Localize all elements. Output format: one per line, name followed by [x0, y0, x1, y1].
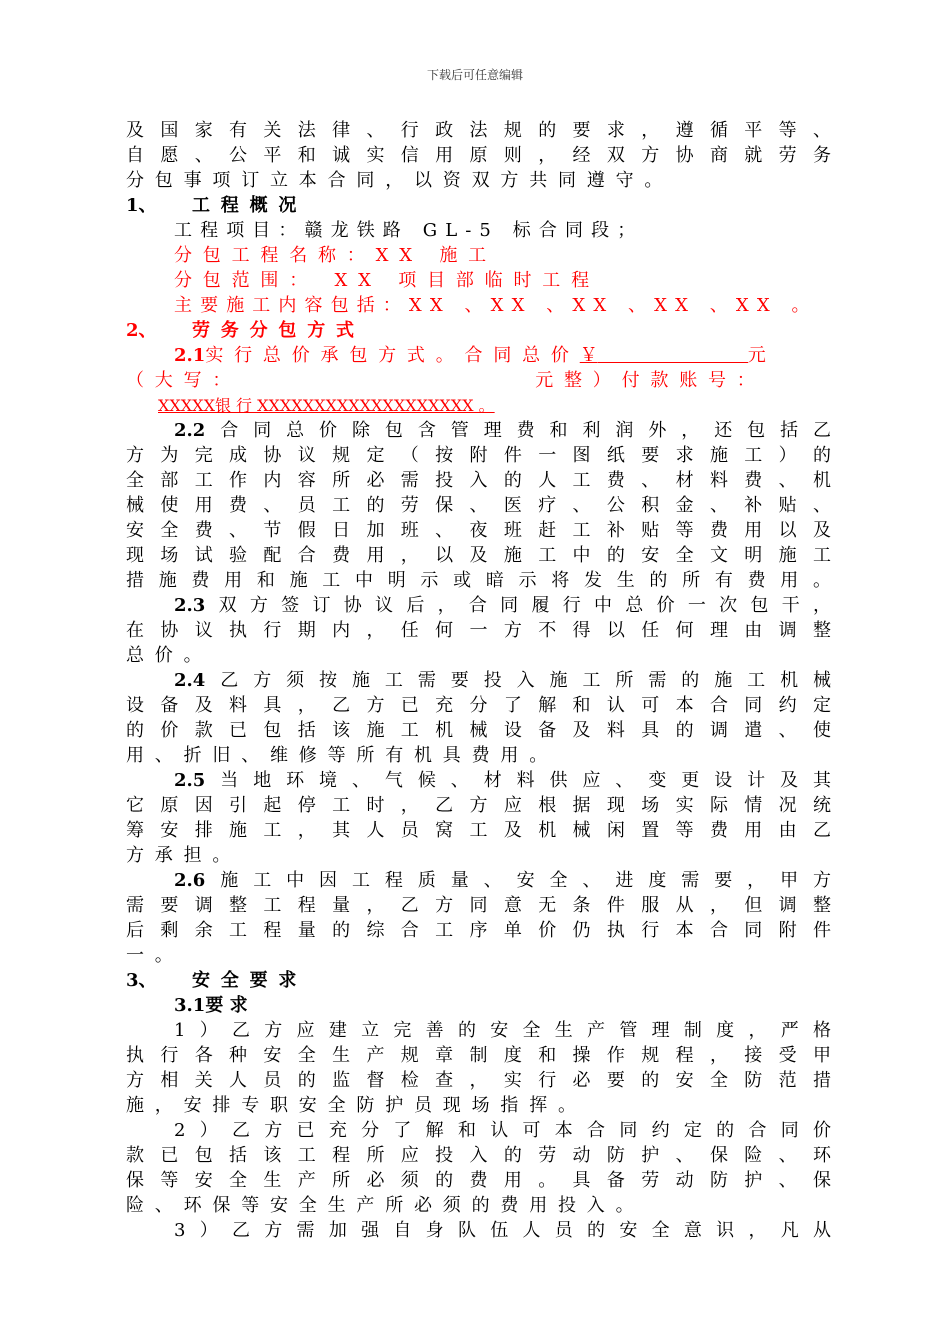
safety-item-1-line: 1）乙方应建立完善的安全生产管理制度，严格 — [174, 1020, 831, 1041]
safety-item-2-line: 2）乙方已充分了解和认可本合同约定的合同价 — [174, 1120, 831, 1141]
bank-account: XXXXX银 行 XXXXXXXXXXXXXXXXXXX 。 — [158, 396, 495, 415]
safety-item-2-line: 险、环保等安全生产所必须的费用投入。 — [126, 1195, 645, 1216]
section-1-heading — [126, 193, 831, 218]
clause-2-6-line: 后剩余工程量的综合工序单价仍执行本合同附件 — [126, 920, 831, 941]
clause-2-2-line — [126, 418, 831, 443]
clause-2-5-line: 它原因引起停工时，乙方应根据现场实际情况统 — [126, 795, 831, 816]
subsection-3-1-heading — [126, 993, 831, 1018]
subsection-number: 3.1 — [174, 995, 206, 1016]
section-3-title: 安全要求 — [192, 970, 308, 991]
clause-2-1-line — [126, 343, 831, 368]
clause-text: 合同总价除包含管理费和利润外，还包括乙 — [205, 420, 831, 441]
clause-2-2-line: 现场试验配合费用，以及施工中的安全文明施工 — [126, 545, 831, 566]
clause-2-4-line: 的价款已包括该施工机械设备及料具的调遣、使 — [126, 720, 831, 741]
section-1-title: 工程概况 — [192, 195, 308, 216]
clause-text: 双方签订协议后，合同履行中总价一次包干， — [205, 595, 831, 616]
clause-2-1-line — [126, 368, 831, 393]
clause-text: 乙方须按施工需要投入施工所需的施工机械 — [205, 670, 831, 691]
subsection-title: 要 求 — [205, 995, 248, 1016]
safety-item-3-line: 3）乙方需加强自身队伍人员的安全意识，凡从 — [174, 1220, 831, 1241]
clause-2-3-line: 总价。 — [126, 645, 213, 666]
intro-line: 及国家有关法律、行政法规的要求，遵循平等、 — [126, 120, 831, 141]
clause-number: 2.3 — [174, 595, 206, 616]
project-line: 工程项目：赣龙铁路 GL-5 标合同段； — [174, 220, 644, 241]
clause-2-3-line: 在协议执行期内，任何一方不得以任何理由调整 — [126, 620, 831, 641]
section-3-heading — [126, 968, 831, 993]
account-label: 元整）付款账号： — [535, 370, 766, 391]
clause-2-5-line: 方承担。 — [126, 845, 242, 866]
clause-number: 2.5 — [174, 770, 206, 791]
safety-item-2-line: 保等安全生产所必须的费用。具备劳动防护、保 — [126, 1170, 831, 1191]
clause-text: 实行总价承包方式。合同总价 — [205, 345, 580, 366]
subcontract-scope-line: 分包范围： XX 项目部临时工程 — [174, 270, 600, 291]
safety-item-1-line: 方相关人员的监督检查，实行必要的安全防范措 — [126, 1070, 831, 1091]
main-content-line: 主要施工内容包括：XX 、XX 、XX 、XX 、XX 。 — [174, 295, 818, 316]
currency-symbol: ￥ — [579, 345, 598, 366]
clause-2-4-line: 设备及料具，乙方已充分了解和认可本合同约定 — [126, 695, 831, 716]
clause-2-2-line: 措施费用和施工中明示或暗示将发生的所有费用。 — [126, 570, 831, 591]
clause-2-2-line: 安全费、节假日加班、夜班赶工补贴等费用以及 — [126, 520, 831, 541]
clause-2-4-line — [126, 668, 831, 693]
subcontract-name-line: 分包工程名称：XX 施工 — [174, 245, 497, 266]
clause-2-6-line: 需要调整工程量，乙方同意无条件服从，但调整 — [126, 895, 831, 916]
section-3-number: 3、 — [126, 970, 157, 991]
safety-item-1-line: 施，安排专职安全防护员现场指挥。 — [126, 1095, 587, 1116]
capital-amount-label: （大写： — [126, 370, 242, 391]
clause-2-6-line — [126, 868, 831, 893]
section-2-heading — [126, 318, 831, 343]
section-2-title: 劳务分包方式 — [192, 320, 365, 341]
clause-number: 2.2 — [174, 420, 206, 441]
amount-blank — [598, 344, 748, 363]
clause-2-5-line — [126, 768, 831, 793]
clause-number: 2.4 — [174, 670, 206, 691]
clause-2-2-line: 械使用费、员工的劳保、医疗、公积金、补贴、 — [126, 495, 831, 516]
clause-2-5-line: 筹安排施工，其人员窝工及机械闲置等费用由乙 — [126, 820, 831, 841]
clause-2-2-line: 全部工作内容所必需投入的人工费、材料费、机 — [126, 470, 831, 491]
clause-2-1-line — [126, 393, 831, 418]
yuan-label: 元 — [747, 345, 766, 366]
safety-item-1-line: 执行各种安全生产规章制度和操作规程，接受甲 — [126, 1045, 831, 1066]
intro-line: 分包事项订立本合同，以资双方共同遵守。 — [126, 170, 674, 191]
clause-2-2-line: 方为完成协议规定（按附件一图纸要求施工）的 — [126, 445, 831, 466]
page-header-note: 下载后可任意编辑 — [426, 68, 523, 82]
intro-line: 自愿、公平和诚实信用原则，经双方协商就劳务 — [126, 145, 831, 166]
clause-text: 施工中因工程质量、安全、进度需要，甲方 — [205, 870, 831, 891]
clause-2-3-line — [126, 593, 831, 618]
clause-number: 2.1 — [174, 345, 206, 366]
document-body — [126, 118, 831, 1243]
clause-2-6-line: 一。 — [126, 945, 184, 966]
clause-number: 2.6 — [174, 870, 206, 891]
safety-item-2-line: 款已包括该工程所应投入的劳动防护、保险、环 — [126, 1145, 831, 1166]
section-2-number: 2、 — [126, 320, 157, 341]
section-1-number: 1、 — [126, 195, 157, 216]
clause-text: 当地环境、气候、材料供应、变更设计及其 — [205, 770, 831, 791]
clause-2-4-line: 用、折旧、维修等所有机具费用。 — [126, 745, 558, 766]
